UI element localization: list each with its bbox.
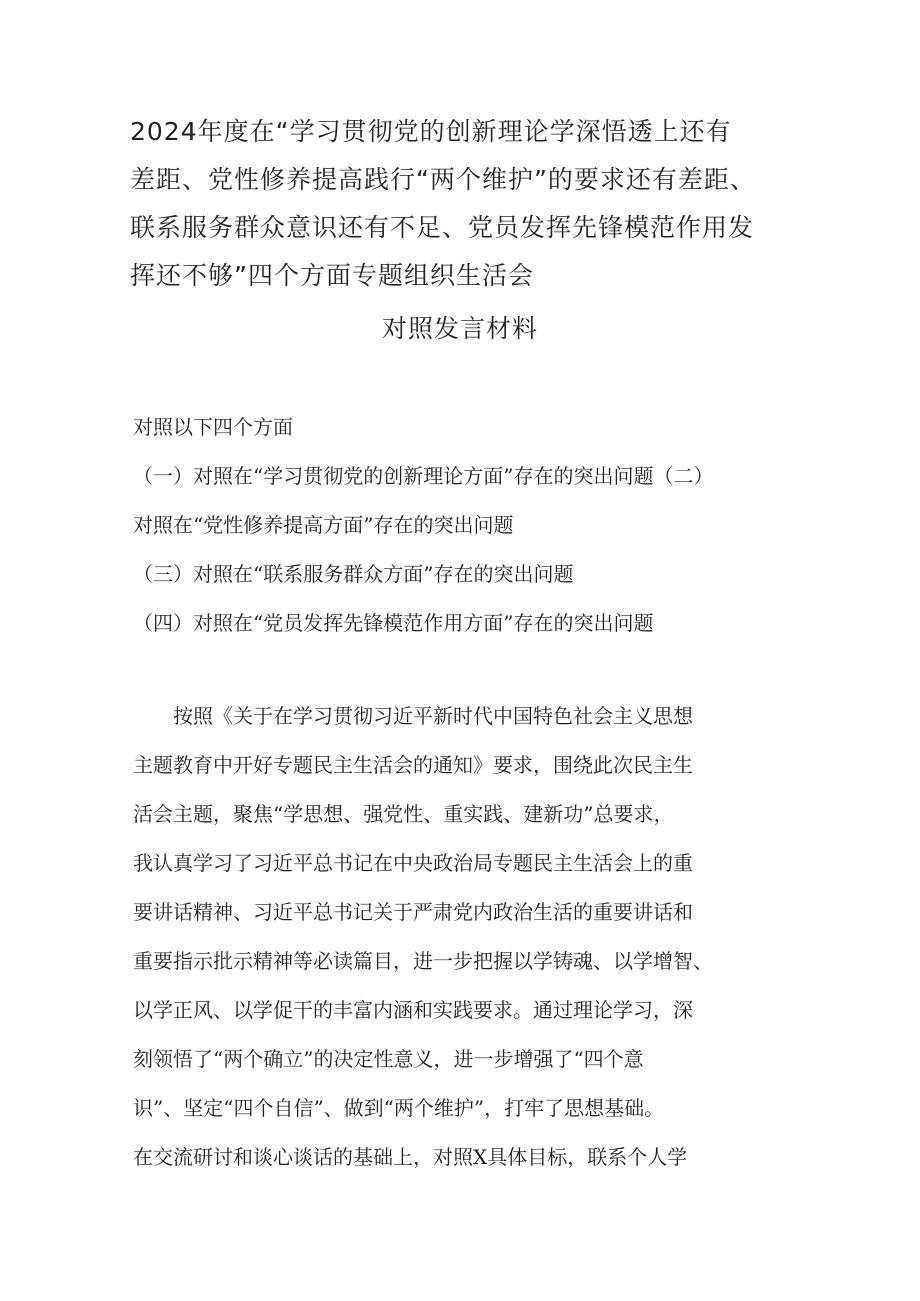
title-line: 2024年度在“学习贯彻党的创新理论学深悟透上还有 bbox=[130, 117, 732, 146]
body-paragraph bbox=[133, 692, 813, 1182]
aspect-item: 对照在“党性修养提高方面”存在的突出问题 bbox=[133, 513, 514, 537]
body-line: 刻领悟了“两个确立”的决定性意义，进一步增强了“四个意 bbox=[133, 1047, 644, 1071]
document-title bbox=[130, 108, 790, 300]
body-line: 活会主题，聚焦“学思想、强党性、重实践、建新功”总要求， bbox=[133, 802, 674, 826]
body-line: 识”、坚定“四个自信”、做到“两个维护”，打牢了思想基础。 bbox=[133, 1096, 665, 1120]
aspects-heading: 对照以下四个方面 bbox=[133, 415, 293, 439]
body-line: 重要指示批示精神等必读篇目，进一步把握以学铸魂、以学增智、 bbox=[133, 949, 713, 973]
body-line: 在交流研讨和谈心谈话的基础上，对照X具体目标，联系个人学 bbox=[133, 1145, 688, 1169]
title-line: 挥还不够”四个方面专题组织生活会 bbox=[130, 261, 534, 290]
body-line: 主题教育中开好专题民主生活会的通知》要求，围绕此次民主生 bbox=[133, 753, 693, 777]
body-line: 我认真学习了习近平总书记在中央政治局专题民主生活会上的重 bbox=[133, 851, 693, 875]
document-subtitle: 对照发言材料 bbox=[381, 314, 538, 343]
title-line: 差距、党性修养提高践行“两个维护”的要求还有差距、 bbox=[130, 165, 756, 194]
aspect-item: （四）对照在“党员发挥先锋模范作用方面”存在的突出问题 bbox=[133, 611, 654, 635]
body-line: 要讲话精神、习近平总书记关于严肃党内政治生活的重要讲话和 bbox=[133, 900, 693, 924]
body-line: 按照《关于在学习贯彻习近平新时代中国特色社会主义思想 bbox=[133, 704, 693, 728]
body-line: 以学正风、以学促干的丰富内涵和实践要求。通过理论学习，深 bbox=[133, 998, 693, 1022]
aspect-item: （三）对照在“联系服务群众方面”存在的突出问题 bbox=[133, 562, 574, 586]
title-line: 联系服务群众意识还有不足、党员发挥先锋模范作用发 bbox=[130, 213, 755, 242]
aspects-list bbox=[133, 403, 813, 648]
aspect-item: （一）对照在“学习贯彻党的创新理论方面”存在的突出问题（二） bbox=[133, 464, 714, 488]
